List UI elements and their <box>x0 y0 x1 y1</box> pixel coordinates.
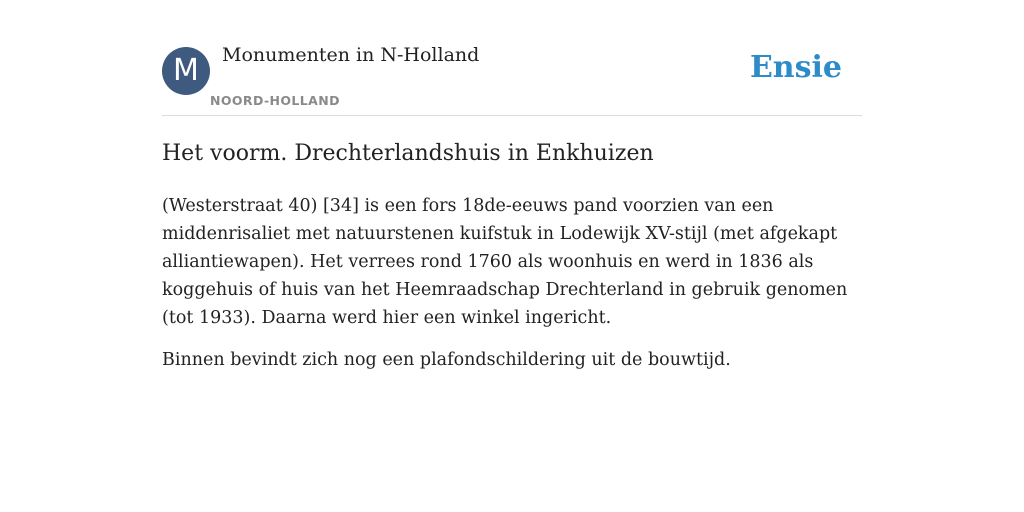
avatar[interactable]: M <box>162 47 210 95</box>
article-paragraph: (Westerstraat 40) [34] is een fors 18de-eeuws pand voorzien van een middenrisaliet met natuurstenen kuifstuk in Lodewijk XV-stijl (met afgekapt alliantiewapen). Het verrees rond 1760 als woonhuis en werd in 1836 als koggehuis of huis van het Heemraadschap Drechterland in gebruik genomen (tot 1933). Daarna werd hier een winkel ingericht. <box>162 196 848 328</box>
brand-logo[interactable]: Ensie <box>749 50 842 85</box>
source-title[interactable]: Monumenten in N-Holland <box>222 44 480 66</box>
article-paragraph: Binnen bevindt zich nog een plafondschildering uit de bouwtijd. <box>162 350 731 370</box>
article-title: Het voorm. Drechterlandshuis in Enkhuizen <box>162 141 654 166</box>
article <box>162 138 862 388</box>
header <box>162 0 862 116</box>
source-subtitle: NOORD-HOLLAND <box>210 93 340 108</box>
